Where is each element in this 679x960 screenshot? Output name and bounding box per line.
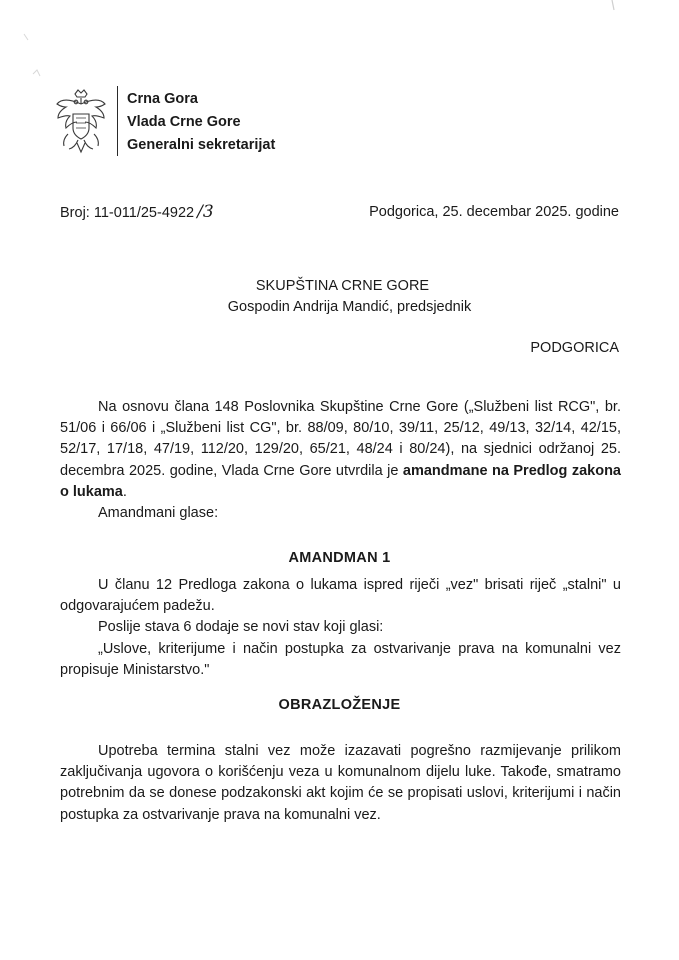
reference-number xyxy=(60,202,214,222)
recipient-block xyxy=(0,276,679,318)
reference-number-text: Broj: 11-011/25-4922 xyxy=(60,205,195,221)
intro-bold-subject: amandmane na Predlog zakona o lukama xyxy=(60,462,621,500)
amendment-paragraph-3: „Uslove, kriterijume i način postupka za ostvarivanje prava na komunalni vez propisuje Ministarstvo." xyxy=(60,640,621,678)
amendment-paragraph-2: Poslije stava 6 dodaje se novi stav koji glasi: xyxy=(98,619,384,636)
document-date: Podgorica, 25. decembar 2025. godine xyxy=(369,204,619,220)
recipient-city: PODGORICA xyxy=(530,340,619,356)
intro-paragraph xyxy=(60,397,621,524)
amendment-paragraph-1: U članu 12 Predloga zakona o lukama ispred riječi „vez" brisati riječ „stalni" u odgovarajućem padežu. xyxy=(60,577,621,615)
amendment-title: AMANDMAN 1 xyxy=(288,550,391,566)
coat-of-arms-icon xyxy=(54,88,108,154)
recipient-person: Gospodin Andrija Mandić, predsjednik xyxy=(227,299,472,315)
explanation-body xyxy=(60,741,621,826)
letterhead xyxy=(127,88,275,157)
explanation-title: OBRAZLOŽENJE xyxy=(278,697,401,713)
letterhead-divider xyxy=(117,86,118,156)
intro-end: . xyxy=(122,483,127,500)
letterhead-secretariat: Generalni sekretarijat xyxy=(127,137,276,153)
letterhead-government: Vlada Crne Gore xyxy=(127,114,241,130)
amendment-body xyxy=(60,575,621,681)
amendments-read-line: Amandmani glase: xyxy=(98,505,219,522)
explanation-paragraph: Upotreba termina stalni vez može izazavati pogrešno razmijevanje prilikom zaključivanja ugovora o korišćenju veza u komunalnom dijelu luke. Takođe, smatramo potrebnim da se donese podzakonski akt kojim će se propisati uslovi, kriterijumi i način postupka za ostvarivanje prava na komunalni vez. xyxy=(60,743,621,823)
recipient-institution: SKUPŠTINA CRNE GORE xyxy=(255,278,430,294)
letterhead-country: Crna Gora xyxy=(127,91,198,107)
handwritten-suffix: /3 xyxy=(197,202,214,222)
intro-text: Na osnovu člana 148 Poslovnika Skupštine Crne Gore („Službeni list RCG", br. 51/06 i 66/06 i „Službeni list CG", br. 88/09, 80/10, 39/11, 25/12, 49/13, 32/14, 42/15, 52/17, 17/18, 47/19, 112/20, 129/20, 65/21, 48/24 i 80/24), na sjednici održanoj 25. decembra 2025. godine, Vlada Crne Gore utvrdila je xyxy=(60,399,621,479)
